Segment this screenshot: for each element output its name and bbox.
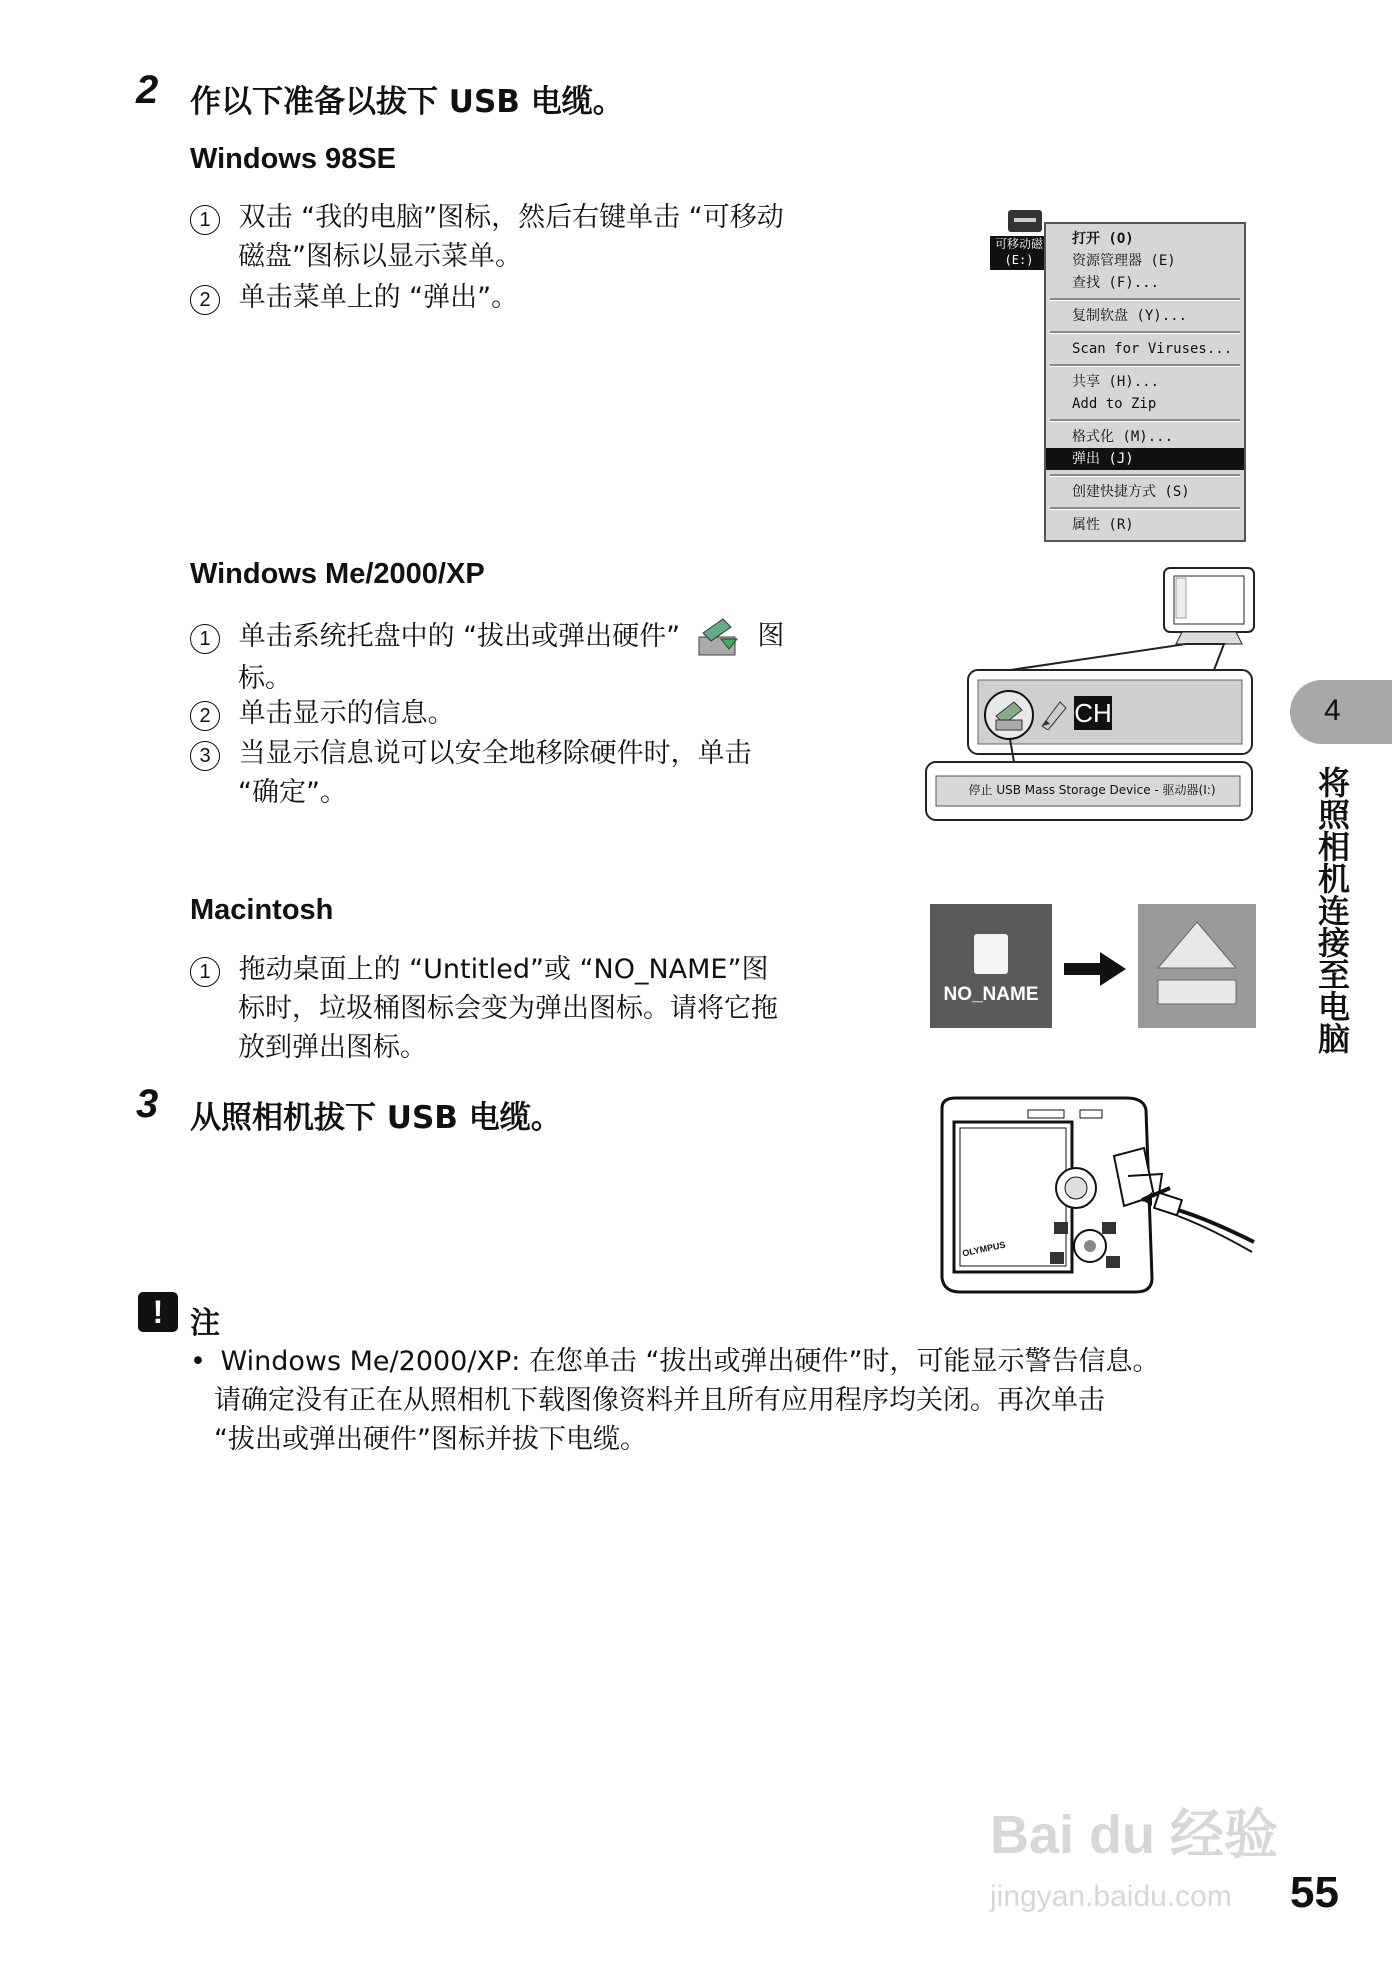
camera-brand-logo: OLYMPUS [961,1239,1007,1259]
arrow-right-icon [1064,952,1126,986]
win98-item-2: 2 单击菜单上的 “弹出”。 [190,278,518,317]
page-number: 55 [1290,1868,1339,1917]
menu-item-open[interactable]: 打开 (O) [1072,231,1134,247]
menu-item-find[interactable]: 查找 (F)... [1072,275,1160,291]
chapter-label: 将照相机连接至电脑 [1313,766,1351,1054]
disk-icon [974,934,1008,974]
menu-item-create-shortcut[interactable]: 创建快捷方式 (S) [1072,484,1190,500]
language-indicator[interactable]: CH [1074,698,1112,728]
warning-icon: ! [138,1292,178,1332]
menu-item-properties[interactable]: 属性 (R) [1072,517,1134,533]
menu-item-scan-viruses[interactable]: Scan for Viruses... [1072,341,1233,357]
mac-disk-icon-screenshot [930,904,1052,1028]
menu-item-share[interactable]: 共享 (H)... [1072,374,1160,390]
menu-separator [1050,364,1240,367]
winme-tray-screenshot [924,566,1256,828]
win98-item-1: 1 双击 “我的电脑”图标，然后右键单击 “可移动 磁盘”图标以显示菜单。 [190,198,784,276]
circled-number: 2 [190,701,220,731]
circled-number: 2 [190,285,220,315]
menu-separator [1050,419,1240,422]
note-body: • Windows Me/2000/XP: 在您单击 “拔出或弹出硬件”时，可能显示警告信息。 请确定没有正在从照相机下载图像资料并且所有应用程序均关闭。再次单击 “拔出或弹出硬件”图标并拔下电缆。 [190,1346,1160,1455]
chapter-number: 4 [1324,694,1341,727]
menu-separator [1050,298,1240,301]
drive-icon [1008,210,1042,232]
watermark-logo: Bai du 经验 [990,1805,1279,1865]
chapter-tab [1290,680,1392,744]
step-2-number: 2 [136,68,159,112]
circled-number: 3 [190,741,220,771]
circled-number: 1 [190,957,220,987]
menu-item-add-to-zip[interactable]: Add to Zip [1072,396,1157,412]
winme-item-2: 2 单击显示的信息。 [190,694,455,733]
menu-separator [1050,474,1240,477]
bullet: • [190,1346,206,1377]
winme-item-1: 1 单击系统托盘中的 “拔出或弹出硬件” 图 标。 [190,615,784,698]
note-title: 注 [190,1306,220,1341]
stop-device-popup[interactable]: 停止 USB Mass Storage Device - 驱动器(I:) [968,783,1216,797]
camera-usb-illustration [930,1096,1256,1306]
eject-hardware-tray-icon[interactable] [984,690,1034,740]
step-3-title: 从照相机拔下 USB 电缆。 [190,1100,562,1136]
circled-number: 1 [190,624,220,654]
pen-tray-icon[interactable] [1038,696,1068,730]
menu-item-copy-disk[interactable]: 复制软盘 (Y)... [1072,308,1188,324]
menu-item-format[interactable]: 格式化 (M)... [1072,429,1174,445]
winme-item-3: 3 当显示信息说可以安全地移除硬件时，单击 “确定”。 [190,734,752,812]
win98-heading: Windows 98SE [190,143,397,175]
eject-icon [1138,904,1256,1028]
menu-item-eject[interactable]: 弹出 (J) [1046,448,1244,470]
disk-label: NO_NAME [943,984,1039,1005]
winme-heading: Windows Me/2000/XP [190,558,485,590]
mac-heading: Macintosh [190,894,334,926]
context-menu [1044,222,1246,542]
eject-hardware-icon [697,615,741,659]
drive-label: 可移动磁 (E:) [990,236,1048,270]
step-2-title: 作以下准备以拔下 USB 电缆。 [190,84,624,120]
menu-separator [1050,331,1240,334]
menu-separator [1050,507,1240,510]
step-3-number: 3 [136,1082,159,1126]
mac-item-1: 1 拖动桌面上的 “Untitled”或 “NO_NAME”图 标时，垃圾桶图标会变为弹出图标。请将它拖 放到弹出图标。 [190,950,778,1067]
watermark-url: jingyan.baidu.com [990,1880,1232,1913]
menu-item-explorer[interactable]: 资源管理器 (E) [1072,253,1176,269]
circled-number: 1 [190,205,220,235]
win98-context-menu-screenshot [988,208,1248,544]
